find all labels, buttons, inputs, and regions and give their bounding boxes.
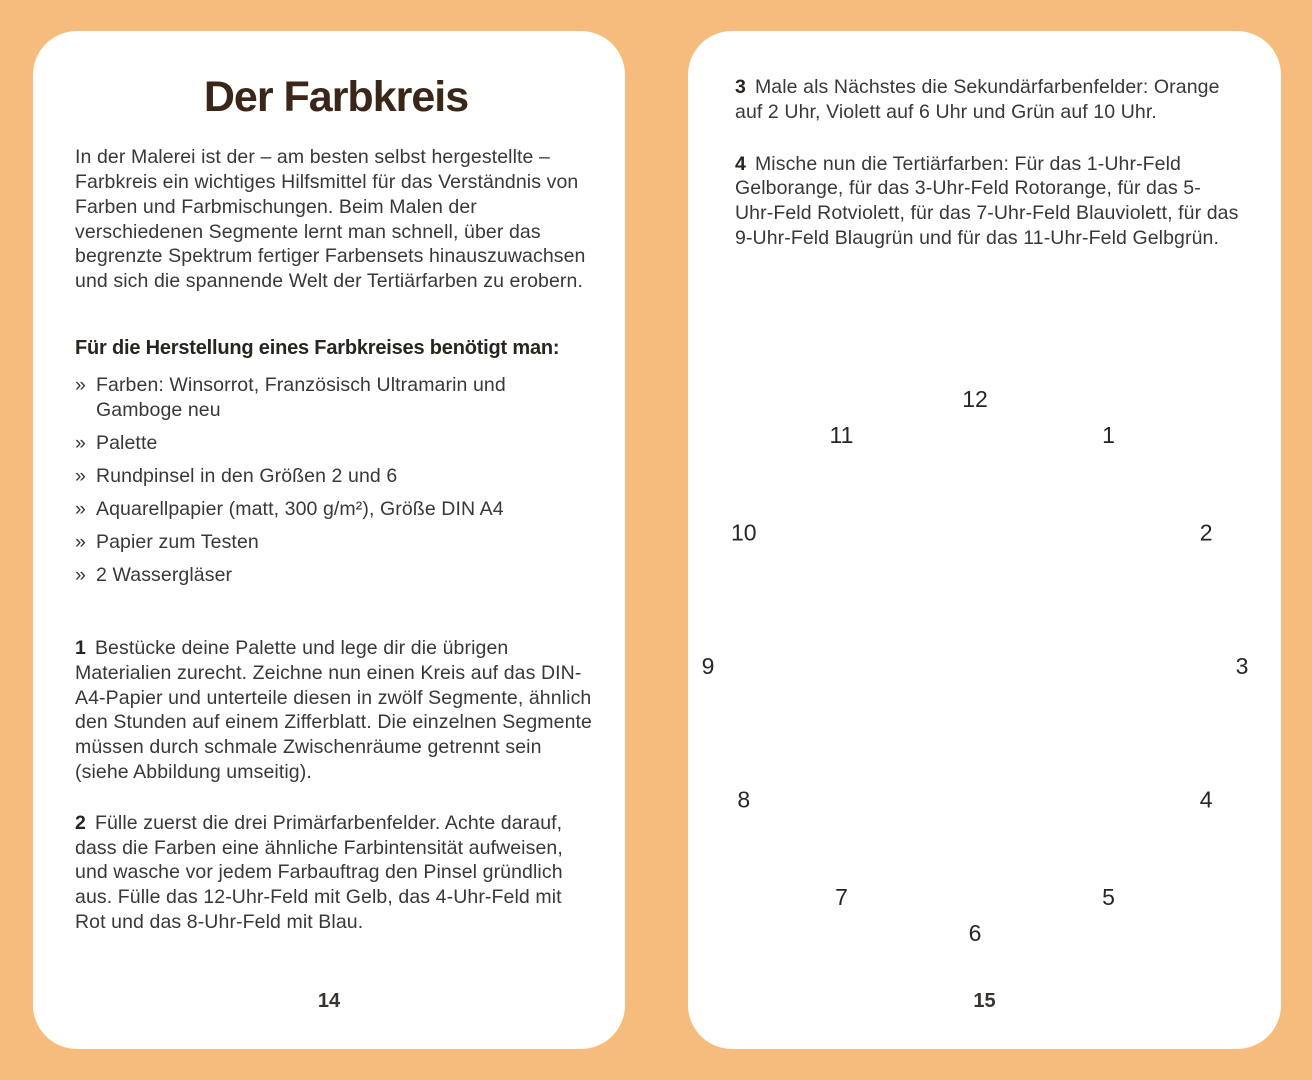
wheel-label-7: 7	[835, 884, 848, 911]
list-item-text: Aquarellpapier (matt, 300 g/m²), Größe DIN A4	[96, 497, 504, 520]
list-bullet: »	[75, 373, 86, 396]
wheel-label-11: 11	[829, 421, 854, 448]
wheel-label-2: 2	[1199, 519, 1213, 546]
list-item-text: Farben: Winsorrot, Französisch Ultramarin und Gamboge neu	[96, 373, 506, 421]
left-page	[33, 31, 625, 1049]
list-item	[75, 431, 597, 456]
wheel-label-3: 3	[1235, 653, 1249, 679]
wheel-label-8: 8	[737, 786, 751, 813]
step-paragraph-4	[735, 152, 1239, 251]
step-text: Bestücke deine Palette und lege dir die übrigen Materialien zurecht. Zeichne nun einen Kreis auf das DIN-A4-Papier und unterteile diesen in zwölf Segmente, ähnlich den Stunden auf einem Zifferblatt. Die einzelnen Segmente müssen durch schmale Zwischenräume getrennt sein (siehe Abbildung umseitig).	[75, 636, 593, 783]
list-item-text: Rundpinsel in den Größen 2 und 6	[96, 464, 398, 487]
color-wheel	[688, 376, 1281, 1001]
step-text: Male als Nächstes die Sekundärfarbenfelder: Orange auf 2 Uhr, Violett auf 6 Uhr und Grün auf 10 Uhr.	[735, 76, 1220, 123]
page-title: Der Farbkreis	[203, 73, 469, 121]
wheel-label-12: 12	[962, 386, 988, 412]
list-bullet: »	[75, 563, 86, 586]
step-paragraph-2	[75, 811, 597, 935]
step-number: 1	[75, 636, 86, 659]
list-item	[75, 464, 597, 489]
wheel-label-10: 10	[731, 519, 757, 546]
step-text: Fülle zuerst die drei Primärfarbenfelder. Achte darauf, dass die Farben eine ähnliche Farbintensität aufweisen, und wasche vor jedem Farbauftrag den Pinsel gründlich aus. Fülle das 12-Uhr-Feld mit Gelb, das 4-Uhr-Feld mit Rot und das 8-Uhr-Feld mit Blau.	[75, 811, 563, 933]
wheel-label-6: 6	[968, 920, 982, 946]
step-number: 3	[735, 76, 746, 98]
page-number-right: 15	[973, 990, 996, 1012]
right-page	[688, 31, 1281, 1049]
step-text: Mische nun die Tertiärfarben: Für das 1-Uhr-Feld Gelborange, für das 3-Uhr-Feld Rotorange, für das 5-Uhr-Feld Rotviolett, für das 7-Uhr-Feld Blauviolett, für das 9-Uhr-Feld Blaugrün und für das 11-Uhr-Feld Gelbgrün.	[735, 152, 1239, 249]
step-paragraph-1	[75, 636, 597, 785]
step-paragraph-3	[735, 75, 1239, 125]
step-number: 4	[735, 152, 746, 175]
list-bullet: »	[75, 497, 86, 520]
list-item-text: Palette	[96, 431, 158, 454]
wheel-label-4: 4	[1199, 786, 1213, 813]
step-number: 2	[75, 811, 86, 834]
list-item	[75, 563, 597, 588]
list-item-text: 2 Wassergläser	[96, 563, 233, 586]
wheel-label-1: 1	[1102, 421, 1115, 448]
wheel-label-9: 9	[701, 653, 715, 679]
list-item	[75, 373, 597, 423]
intro-paragraph: In der Malerei ist der – am besten selbst hergestellte – Farbkreis ein wichtiges Hilfsmittel für das Verständnis von Farben und Farbmischungen. Beim Malen der verschiedenen Segmente lernt man schnell, über das begrenzte Spektrum fertiger Farbensets hinauszuwachsen und sich die spannende Welt der Tertiärfarben zu erobern.	[75, 146, 586, 293]
list-item	[75, 530, 597, 555]
list-bullet: »	[75, 431, 86, 454]
materials-list	[75, 373, 597, 588]
list-item	[75, 497, 597, 522]
materials-heading: Für die Herstellung eines Farbkreises benötigt man:	[75, 336, 560, 359]
list-bullet: »	[75, 464, 86, 487]
list-bullet: »	[75, 530, 86, 553]
list-item-text: Papier zum Testen	[96, 530, 259, 553]
wheel-label-5: 5	[1102, 884, 1115, 911]
page-number-left: 14	[317, 990, 341, 1012]
color-wheel-illustration	[688, 376, 1281, 1001]
